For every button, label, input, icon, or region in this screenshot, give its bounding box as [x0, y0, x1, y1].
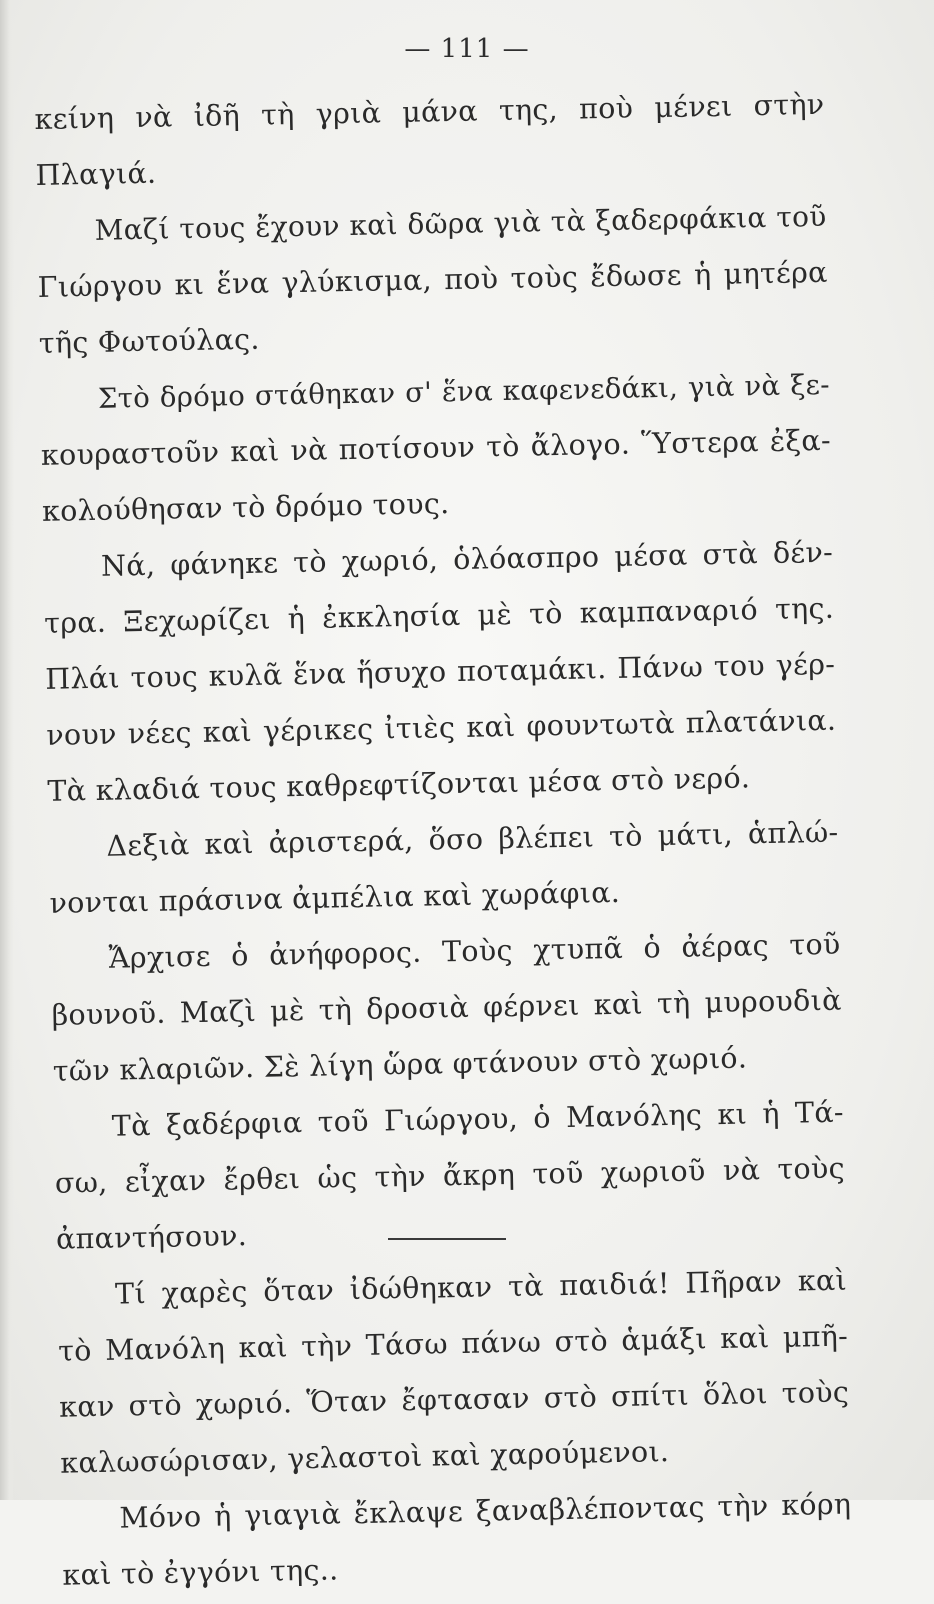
text-line: σω, εἶχαν ἔρθει ὡς τὴν ἄκρη τοῦ χωριοῦ νὰ τοὺς	[54, 1151, 846, 1200]
text-line: νονται πράσινα ἀμπέλια καὶ χωράφια.	[49, 875, 621, 920]
text-line: ἀπαντήσουν.	[55, 1219, 248, 1256]
text-line: Γιώργου κι ἕνα γλύκισμα, ποὺ τοὺς ἔδωσε ἡ μητέρα	[37, 255, 828, 304]
text-line: τρα. Ξεχωρίζει ἡ ἐκκλησία μὲ τὸ καμπαναριό της.	[43, 591, 835, 640]
text-line: Πλάι τους κυλᾶ ἕνα ἥσυχο ποταμάκι. Πάνω του γέρ-	[44, 647, 836, 696]
text-line: Τὰ ξαδέρφια τοῦ Γιώργου, ὁ Μανόλης κι ἡ Τά-	[111, 1095, 845, 1143]
text-line: κολούθησαν τὸ δρόμο τους.	[41, 487, 450, 528]
text-line: Πλαγιά.	[35, 156, 157, 192]
text-line: τῶν κλαριῶν. Σὲ λίγη ὥρα φτάνουν στὸ χωριό.	[52, 1041, 748, 1088]
text-line: καλωσώρισαν, γελαστοὶ καὶ χαρούμενοι.	[60, 1435, 670, 1480]
text-line: καν στὸ χωριό. Ὅταν ἔφτασαν στὸ σπίτι ὅλοι τοὺς	[58, 1375, 850, 1424]
text-line: καὶ τὸ ἐγγόνι της..	[62, 1553, 339, 1592]
text-line: Τὰ κλαδιά τους καθρεφτίζονται μέσα στὸ νερό.	[47, 761, 751, 808]
text-line: Μόνο ἡ γιαγιὰ ἔκλαψε ξαναβλέποντας τὴν κόρη	[119, 1487, 852, 1535]
text-line: Νά, φάνηκε τὸ χωριό, ὁλόασπρο μέσα στὰ δέν-	[100, 535, 834, 583]
text-line: Μαζί τους ἔχουν καὶ δῶρα γιὰ τὰ ξαδερφάκια τοῦ	[94, 199, 827, 247]
end-of-section-rule	[388, 1238, 506, 1240]
text-line: κουραστοῦν καὶ νὰ ποτίσουν τὸ ἄλογο. Ὕστερα ἐξα-	[40, 423, 832, 472]
text-line: τὸ Μανόλη καὶ τὴν Τάσω πάνω στὸ ἁμάξι καὶ μπῆ-	[57, 1319, 849, 1368]
text-line: Δεξιὰ καὶ ἀριστερά, ὅσο βλέπει τὸ μάτι, ἁπλώ-	[106, 815, 839, 863]
text-line: βουνοῦ. Μαζὶ μὲ τὴ δροσιὰ φέρνει καὶ τὴ μυρουδιὰ	[51, 983, 842, 1032]
page-gutter-shadow	[0, 0, 14, 1500]
page-number: — 111 —	[404, 34, 530, 64]
text-line: Τί χαρὲς ὅταν ἰδώθηκαν τὰ παιδιά! Πῆραν καὶ	[114, 1263, 848, 1311]
text-line: Στὸ δρόμο στάθηκαν σ' ἕνα καφενεδάκι, γιὰ νὰ ξε-	[97, 368, 831, 415]
text-line: τῆς Φωτούλας.	[38, 322, 261, 360]
text-line: νουν νέες καὶ γέρικες ἰτιὲς καὶ φουντωτὰ πλατάνια.	[46, 703, 837, 752]
text-line: κείνη νὰ ἰδῆ τὴ γριὰ μάνα της, ποὺ μένει στὴν	[34, 87, 825, 136]
body-text	[34, 77, 853, 1604]
text-line: Ἄρχισε ὁ ἀνήφορος. Τοὺς χτυπᾶ ὁ ἀέρας τοῦ	[108, 927, 841, 975]
